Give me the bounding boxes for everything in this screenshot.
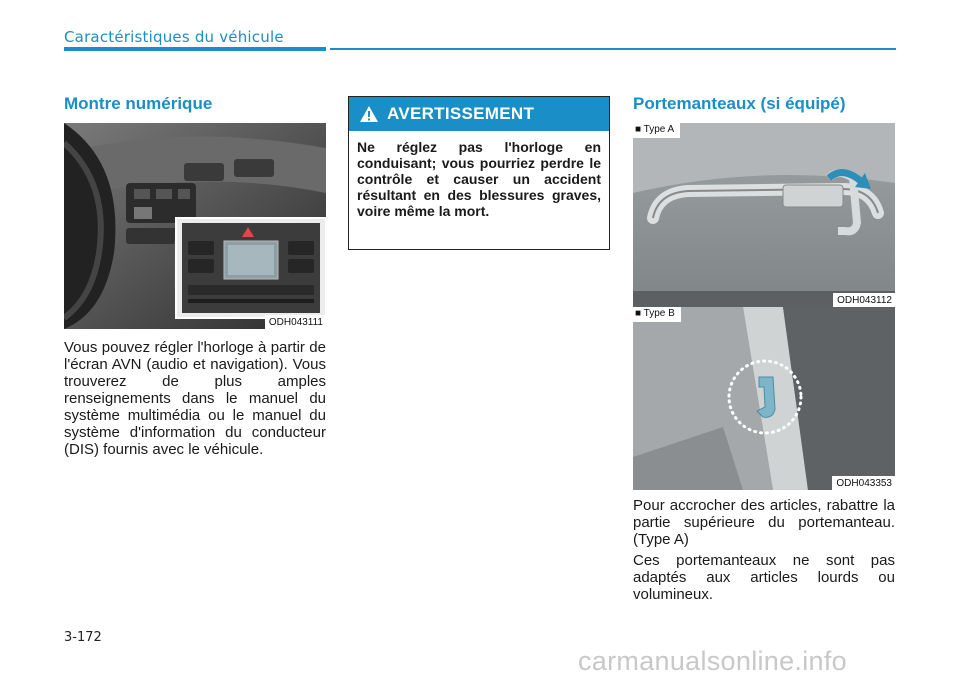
warning-triangle-icon [359,105,379,123]
dashboard-illustration [64,123,326,329]
dashboard-clock-photo [64,123,326,329]
clock-paragraph: Vous pouvez régler l'horloge à partir de l'écran AVN (audio et navigation). Vous trouverez de plus amples renseignements dans le manuel du système multimédia ou le manuel du système d'information du conducteur (DIS) fournis avec le véhicule. [64,339,326,458]
photo-caption: ODH043353 [832,476,895,490]
page-number: 3-172 [64,630,102,645]
warning-title: AVERTISSEMENT [387,104,535,123]
coat-hooks-heading: Portemanteaux (si équipé) [633,94,846,113]
warning-header [349,97,609,131]
warning-box [348,96,610,250]
coat-hook-type-a-photo [633,123,895,307]
header-rule-thick [64,47,326,51]
coat-hook-a-illustration [633,123,895,307]
clock-heading: Montre numérique [64,94,213,113]
coat-hook-type-b-photo [633,307,895,490]
header-rule-thin [330,48,896,50]
warning-text: Ne réglez pas l'horloge en conduisant; vous pourriez perdre le contrôle et causer un accident résultant en des blessures graves, voire même la mort. [357,139,601,219]
photo-caption: ODH043111 [265,315,326,329]
photo-caption: ODH043112 [833,293,895,307]
type-a-label: ■ Type A [633,123,680,138]
coat-hooks-paragraph-2: Ces portemanteaux ne sont pas adaptés aux articles lourds ou volumineux. [633,552,895,603]
coat-hook-b-illustration [633,307,895,490]
watermark: carmanualsonline.info [578,646,847,676]
section-title: Caractéristiques du véhicule [64,28,284,46]
type-b-label: ■ Type B [633,307,681,322]
coat-hooks-paragraph-1: Pour accrocher des articles, rabattre la partie supérieure du portemanteau. (Type A) [633,497,895,548]
